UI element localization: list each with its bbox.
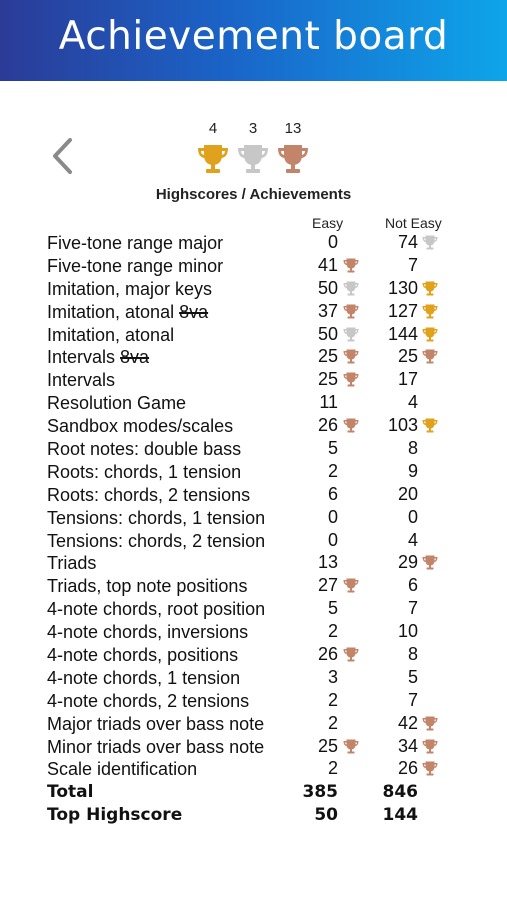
table-row [0,278,507,301]
not-easy-score: 7 [407,254,418,275]
table-row [0,644,507,667]
row-name: Roots: chords, 2 tensions [47,484,251,505]
gold-trophy-icon [195,142,231,178]
bronze-count: 13 [284,120,302,137]
silver-trophy-icon [342,326,360,344]
bronze-trophy-icon [342,348,360,366]
not-easy-score: 4 [407,529,418,550]
bronze-trophy-icon [342,577,360,595]
easy-score: 41 [317,254,338,275]
not-easy-score: 25 [397,346,418,367]
easy-score: 50 [317,277,338,298]
row-name: Top Highscore [47,805,183,826]
not-easy-score: 6 [407,575,418,596]
not-easy-score: 9 [407,460,418,481]
row-name: Imitation, atonal [47,324,175,345]
row-name: 4-note chords, positions [47,645,239,666]
row-name: Intervals [47,370,116,391]
bronze-trophy-icon [342,646,360,664]
easy-score: 25 [317,346,338,367]
silver-trophy-icon [235,142,271,178]
row-name: Total [47,782,94,803]
table-row [0,461,507,484]
easy-score: 2 [327,621,338,642]
table-row [0,552,507,575]
bronze-trophy-icon [275,142,311,178]
easy-score: 2 [327,758,338,779]
not-easy-score: 4 [407,392,418,413]
gold-trophy-icon [421,303,439,321]
not-easy-score: 144 [387,323,418,344]
not-easy-score: 5 [407,666,418,687]
easy-score: 37 [317,300,338,321]
not-easy-score: 0 [407,506,418,527]
not-easy-score: 130 [387,277,418,298]
octave-marker: 8va [179,301,209,322]
table-row [0,713,507,736]
table-row [0,621,507,644]
row-name: Roots: chords, 1 tension [47,461,242,482]
not-easy-score: 7 [407,598,418,619]
gold-trophy-icon [421,417,439,435]
table-row [0,530,507,553]
easy-score: 3 [327,666,338,687]
table-row [0,232,507,255]
table-row [0,438,507,461]
silver-trophy-icon [421,234,439,252]
table-row [0,758,507,781]
table-row [0,415,507,438]
table-row [0,736,507,759]
row-name: Resolution Game [47,393,187,414]
bronze-trophy-icon [421,715,439,733]
not-easy-score: 29 [397,552,418,573]
bronze-trophy-icon [421,554,439,572]
row-name: Sandbox modes/scales [47,416,234,437]
app-header [0,0,507,81]
total-row [0,781,507,804]
row-name: Imitation, major keys [47,278,213,299]
row-name: Five-tone range minor [47,255,224,276]
silver-trophy-icon [342,280,360,298]
table-row [0,575,507,598]
table-row [0,507,507,530]
bronze-trophy-icon [342,417,360,435]
easy-score: 50 [317,323,338,344]
easy-score: 6 [327,483,338,504]
not-easy-score: 74 [397,232,418,252]
easy-score: 50 [314,805,338,826]
easy-score: 0 [327,506,338,527]
row-name: Minor triads over bass note [47,736,265,757]
table-row [0,598,507,621]
column-header-not-easy: Not Easy [385,215,442,231]
not-easy-score: 127 [387,300,418,321]
not-easy-score: 8 [407,644,418,665]
row-name: Root notes: double bass [47,439,242,460]
bronze-trophy-icon [342,303,360,321]
section-subtitle: Highscores / Achievements [155,186,352,203]
gold-count: 4 [208,120,218,137]
row-name: Scale identification [47,759,198,780]
easy-score: 5 [327,598,338,619]
back-button[interactable] [46,134,80,178]
bronze-trophy-icon [421,348,439,366]
not-easy-score: 846 [382,782,418,803]
chevron-left-icon [46,134,80,178]
silver-count: 3 [248,120,258,137]
row-name: 4-note chords, root position [47,599,266,620]
easy-score: 5 [327,438,338,459]
row-name: Triads [47,553,97,574]
not-easy-score: 8 [407,438,418,459]
easy-score: 13 [317,552,338,573]
not-easy-score: 20 [397,483,418,504]
not-easy-score: 34 [397,735,418,756]
gold-trophy-icon [421,280,439,298]
table-row [0,392,507,415]
easy-score: 2 [327,460,338,481]
gold-trophy-icon [421,326,439,344]
row-name: Tensions: chords, 1 tension [47,507,266,528]
easy-score: 25 [317,369,338,390]
table-row [0,346,507,369]
column-header-easy: Easy [312,215,344,231]
not-easy-score: 144 [382,805,418,826]
row-name: Five-tone range major [47,233,224,253]
row-name: Triads, top note positions [47,576,248,597]
not-easy-score: 7 [407,689,418,710]
easy-score: 27 [317,575,338,596]
not-easy-score: 26 [397,758,418,779]
scores-table [0,232,507,827]
easy-score: 385 [302,782,338,803]
table-row [0,301,507,324]
bronze-trophy-icon [421,760,439,778]
bronze-trophy-icon [342,257,360,275]
easy-score: 11 [319,392,338,413]
table-row [0,690,507,713]
row-name: Imitation, atonal 8va [47,301,209,322]
row-name: Major triads over bass note [47,713,265,734]
easy-score: 26 [317,644,338,665]
row-name: Tensions: chords, 2 tension [47,530,266,551]
table-row [0,369,507,392]
bronze-trophy-icon [421,738,439,756]
table-row [0,484,507,507]
not-easy-score: 103 [387,415,418,436]
row-name: 4-note chords, inversions [47,622,249,643]
bronze-trophy-icon [342,371,360,389]
trophy-summary [190,120,320,180]
not-easy-score: 42 [397,712,418,733]
not-easy-score: 10 [397,621,418,642]
table-row [0,255,507,278]
easy-score: 2 [327,712,338,733]
row-name: 4-note chords, 2 tensions [47,690,250,711]
row-name: 4-note chords, 1 tension [47,667,241,688]
row-name: Intervals 8va [47,347,150,368]
easy-score: 0 [327,232,338,252]
bronze-trophy-icon [342,738,360,756]
top-highscore-row [0,804,507,827]
easy-score: 0 [327,529,338,550]
easy-score: 25 [317,735,338,756]
easy-score: 26 [317,415,338,436]
page-title: Achievement board [58,14,449,59]
not-easy-score: 17 [397,369,418,390]
octave-marker: 8va [120,347,150,368]
easy-score: 2 [327,689,338,710]
table-row [0,667,507,690]
table-row [0,324,507,347]
